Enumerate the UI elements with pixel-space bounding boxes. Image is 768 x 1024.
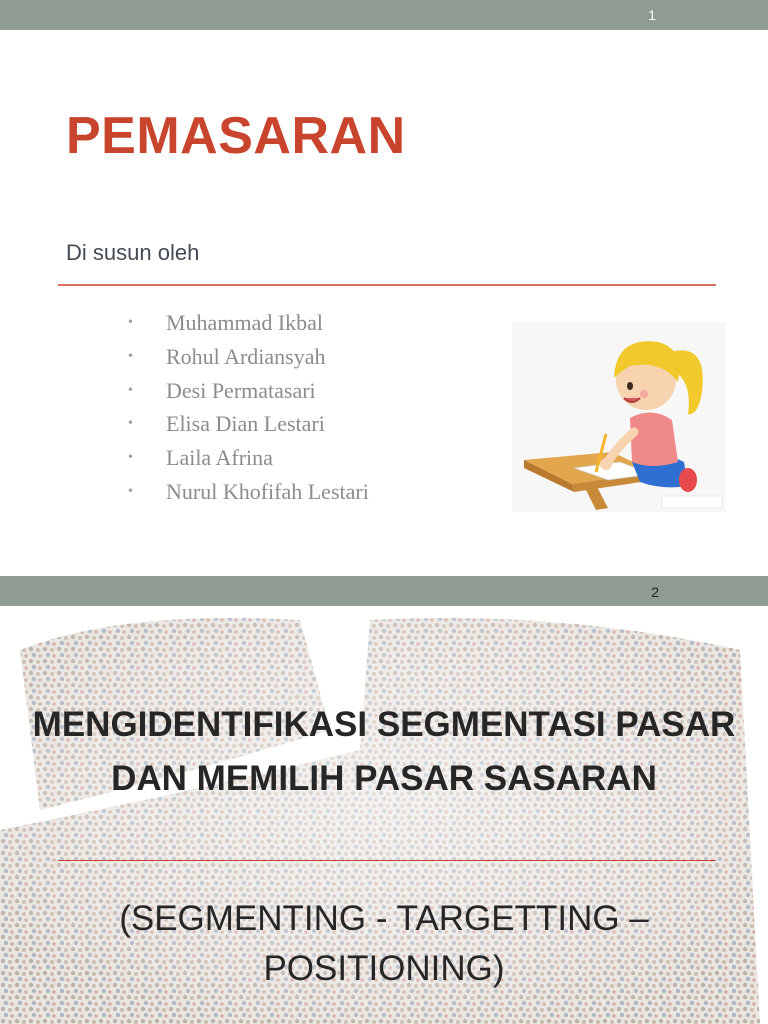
list-item: [128, 475, 369, 509]
headline-divider: [58, 860, 716, 861]
girl-writing-illustration: [512, 322, 726, 512]
title-divider: [58, 284, 716, 286]
slide-subline: (SEGMENTING - TARGETTING – POSITIONING): [119, 899, 649, 988]
author-name: Nurul Khofifah Lestari: [166, 478, 369, 504]
author-name: Desi Permatasari: [166, 377, 316, 403]
bullet-icon: •: [128, 348, 133, 364]
bullet-icon: •: [128, 382, 133, 398]
slide-headline: MENGIDENTIFIKASI SEGMENTASI PASAR DAN MEMILIH PASAR SASARAN: [32, 705, 736, 798]
author-list: [128, 306, 369, 509]
page-number: 2: [651, 584, 659, 600]
list-item: [128, 407, 369, 441]
bullet-icon: •: [128, 315, 133, 330]
list-item: [128, 306, 369, 340]
author-name: Rohul Ardiansyah: [166, 343, 326, 369]
author-name: Muhammad Ikbal: [166, 310, 324, 335]
page-number: 1: [648, 7, 656, 23]
list-item: [128, 374, 369, 408]
slide-2: [0, 576, 768, 1024]
list-item: [128, 441, 369, 475]
slide-header-bar: [0, 576, 768, 606]
author-name: Elisa Dian Lestari: [166, 411, 325, 437]
bullet-icon: •: [128, 483, 133, 499]
slide-subtitle: Di susun oleh: [66, 240, 200, 265]
author-name: Laila Afrina: [166, 445, 273, 471]
slide-title: PEMASARAN: [66, 107, 406, 165]
bullet-icon: •: [128, 416, 133, 432]
bullet-icon: •: [128, 450, 133, 466]
list-item: [128, 340, 369, 374]
slide-header-bar: [0, 0, 768, 30]
